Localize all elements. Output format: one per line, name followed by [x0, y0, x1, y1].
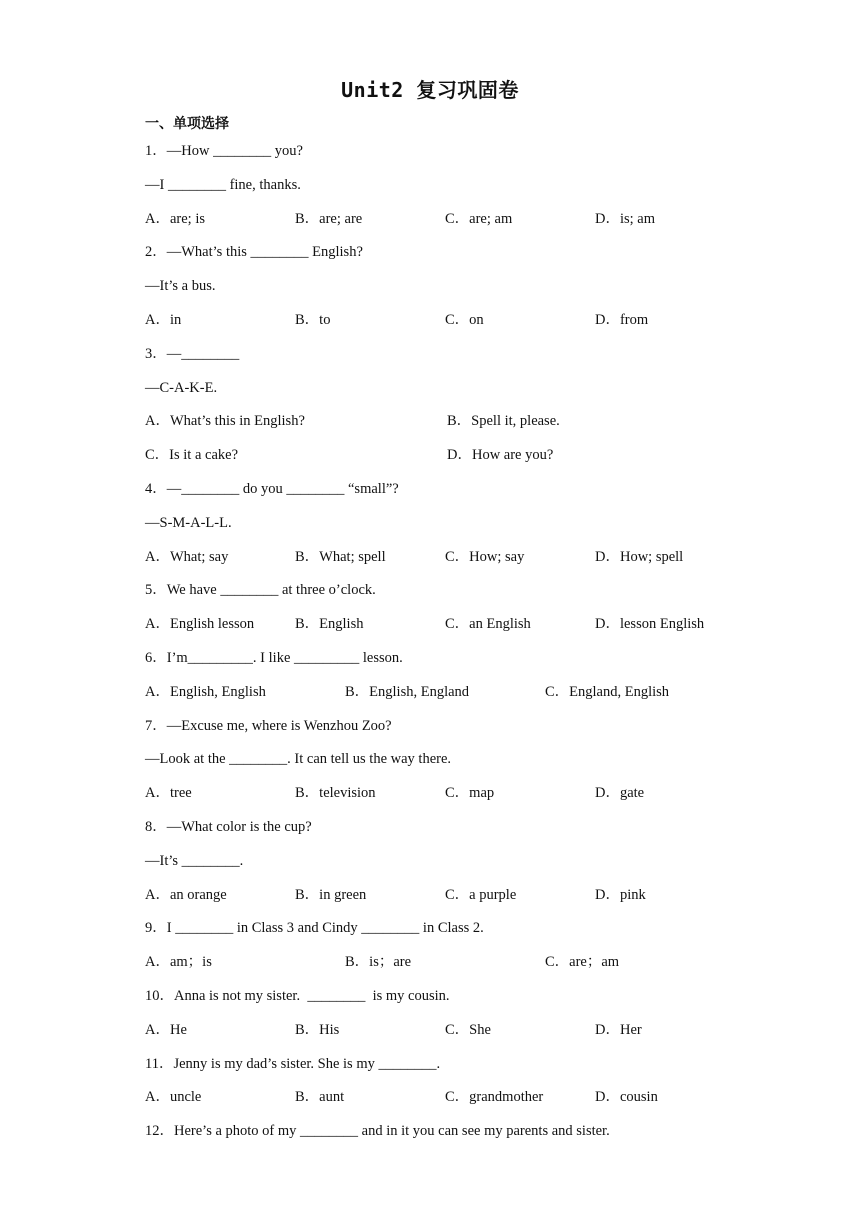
question-stem: 1．—How ________ you? — [145, 143, 303, 159]
answer-option: B．What; spell — [295, 549, 386, 565]
question-stem: 3．—________ — [145, 346, 240, 362]
question-stem: 9．I ________ in Class 3 and Cindy ________ in Class 2. — [145, 920, 484, 936]
answer-option: C．How; say — [445, 549, 525, 565]
answer-option: A．English, English — [145, 684, 266, 700]
question-dialog-line: —Look at the ________. It can tell us the way there. — [145, 751, 452, 767]
answer-option: B．television — [295, 785, 376, 801]
answer-option: C．England, English — [545, 684, 670, 700]
answer-option: C．an English — [445, 616, 531, 632]
answer-option: A．in — [145, 312, 182, 328]
answer-option: A．an orange — [145, 887, 227, 903]
answer-option: B．English, England — [345, 684, 470, 700]
answer-option: A．tree — [145, 785, 192, 801]
answer-option: C．grandmother — [445, 1089, 544, 1105]
answer-option: C．on — [445, 312, 484, 328]
answer-option: D．How; spell — [595, 549, 684, 565]
answer-option: C．are；am — [545, 954, 620, 970]
answer-option: C．Is it a cake? — [145, 447, 239, 463]
answer-option: D．cousin — [595, 1089, 658, 1105]
answer-option: A．What; say — [145, 549, 229, 565]
answer-option: C．She — [445, 1022, 491, 1038]
answer-option: B．are; are — [295, 211, 363, 227]
question-stem: 2．—What’s this ________ English? — [145, 244, 363, 260]
answer-option: B．to — [295, 312, 331, 328]
answer-option: D．Her — [595, 1022, 642, 1038]
question-stem: 8．—What color is the cup? — [145, 819, 312, 835]
question-stem: 12．Here’s a photo of my ________ and in it you can see my parents and sister. — [145, 1123, 610, 1139]
answer-option: C．are; am — [445, 211, 513, 227]
question-dialog-line: —C-A-K-E. — [145, 380, 218, 396]
answer-option: D．from — [595, 312, 649, 328]
answer-option: A．am；is — [145, 954, 212, 970]
answer-option: C．a purple — [445, 887, 517, 903]
question-stem: 11．Jenny is my dad’s sister. She is my ________. — [145, 1056, 441, 1072]
question-stem: 4．—________ do you ________ “small”? — [145, 481, 399, 497]
answer-option: A．What’s this in English? — [145, 413, 305, 429]
question-dialog-line: —S-M-A-L-L. — [145, 515, 232, 531]
answer-option: B．Spell it, please. — [447, 413, 560, 429]
question-dialog-line: —It’s a bus. — [145, 278, 216, 294]
answer-option: D．pink — [595, 887, 646, 903]
answer-option: A．English lesson — [145, 616, 255, 632]
answer-option: B．is；are — [345, 954, 412, 970]
answer-option: B．His — [295, 1022, 340, 1038]
answer-option: C．map — [445, 785, 495, 801]
answer-option: B．aunt — [295, 1089, 345, 1105]
answer-option: A．He — [145, 1022, 187, 1038]
answer-option: D．gate — [595, 785, 645, 801]
answer-option: B．English — [295, 616, 364, 632]
answer-option: D．How are you? — [447, 447, 554, 463]
answer-option: D．lesson English — [595, 616, 705, 632]
section-heading: 一、单项选择 — [145, 116, 229, 132]
answer-option: B．in green — [295, 887, 367, 903]
answer-option: A．uncle — [145, 1089, 202, 1105]
page-title: Unit2 复习巩固卷 — [341, 78, 519, 102]
answer-option: A．are; is — [145, 211, 205, 227]
question-stem: 7．—Excuse me, where is Wenzhou Zoo? — [145, 718, 392, 734]
question-stem: 5．We have ________ at three o’clock. — [145, 582, 376, 598]
question-stem: 10．Anna is not my sister. ________ is my cousin. — [145, 988, 450, 1004]
question-stem: 6．I’m_________. I like _________ lesson. — [145, 650, 403, 666]
answer-option: D．is; am — [595, 211, 656, 227]
question-dialog-line: —I ________ fine, thanks. — [145, 177, 301, 193]
question-dialog-line: —It’s ________. — [145, 853, 244, 869]
